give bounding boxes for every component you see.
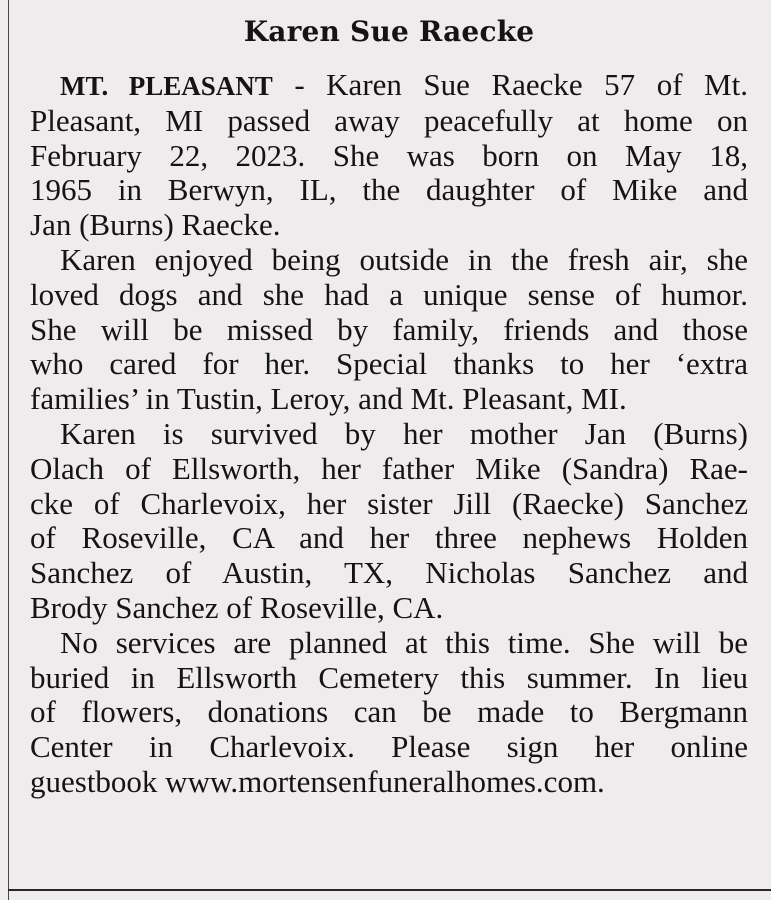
paragraph-line: of flowers, donations can be made to Bergmann (30, 694, 748, 730)
paragraph-line: loved dogs and she had a unique sense of humor. (30, 276, 748, 312)
paragraph-2 (30, 243, 748, 417)
column-rule-left (8, 0, 9, 900)
paragraph-line: She will be missed by family, friends and those (30, 311, 748, 347)
paragraph-line: cke of Charlevoix, her sister Jill (Raecke) Sanchez (30, 485, 748, 521)
paragraph-line: families’ in Tustin, Leroy, and Mt. Pleasant, MI. (30, 381, 627, 417)
paragraph-line: Olach of Ellsworth, her father Mike (Sandra) Rae- (30, 450, 748, 486)
paragraph-line: Karen is survived by her mother Jan (Burns) (60, 415, 748, 451)
paragraph-4 (30, 626, 748, 800)
paragraph-line: Jan (Burns) Raecke. (30, 207, 281, 243)
paragraph-line: 1965 in Berwyn, IL, the daughter of Mike and (30, 172, 748, 208)
paragraph-line: Pleasant, MI passed away peacefully at home on (30, 102, 748, 138)
paragraph-line: buried in Ellsworth Cemetery this summer. In lieu (30, 659, 748, 695)
paragraph-line: guestbook www.mortensenfuneralhomes.com. (30, 763, 605, 799)
paragraph-3 (30, 417, 748, 626)
dateline: MT. PLEASANT (60, 71, 273, 101)
obituary-title: Karen Sue Raecke (243, 15, 535, 48)
paragraph-line (30, 68, 748, 104)
paragraph-line: February 22, 2023. She was born on May 18, (30, 137, 748, 173)
paragraph-line: Sanchez of Austin, TX, Nicholas Sanchez and (30, 555, 748, 591)
column-rule-bottom (8, 889, 771, 891)
line-text: - Karen Sue Raecke 57 of Mt. (272, 67, 748, 102)
obituary-article (30, 10, 748, 800)
paragraph-line: Karen enjoyed being outside in the fresh air, she (60, 241, 748, 277)
paragraph-line: who cared for her. Special thanks to her ‘extra (30, 346, 748, 382)
paragraph-line: No services are planned at this time. She will be (60, 624, 748, 660)
paragraph-1 (30, 68, 748, 243)
paragraph-line: of Roseville, CA and her three nephews Holden (30, 520, 748, 556)
paragraph-line: Brody Sanchez of Roseville, CA. (30, 589, 444, 625)
paragraph-line: Center in Charlevoix. Please sign her online (30, 729, 748, 765)
